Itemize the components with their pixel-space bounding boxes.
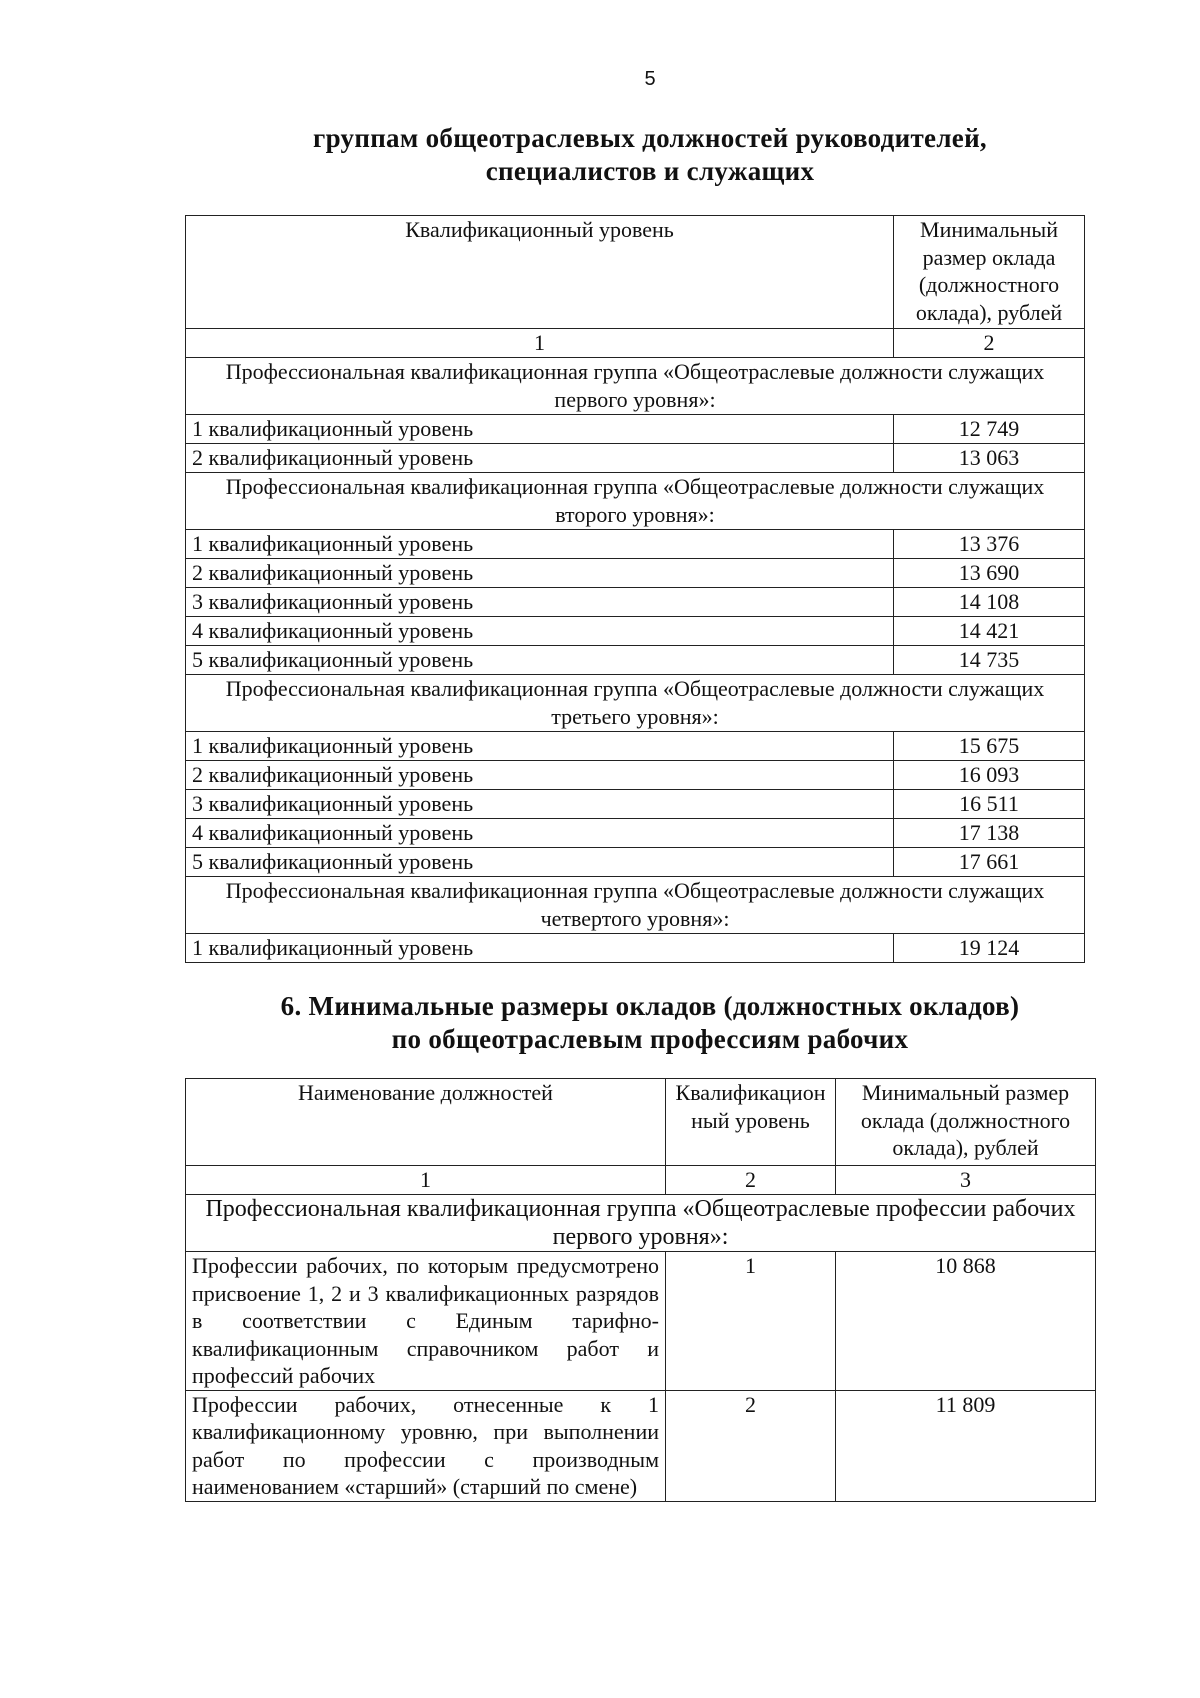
table-row xyxy=(186,588,1085,617)
salary-table-workers xyxy=(185,1078,1096,1502)
level-cell: 5 квалификационный уровень xyxy=(186,646,894,675)
salary-cell: 13 376 xyxy=(894,530,1085,559)
salary-cell: 12 749 xyxy=(894,415,1085,444)
level-cell: 4 квалификационный уровень xyxy=(186,617,894,646)
group-title: Профессиональная квалификационная группа «Общеотраслевые должности служащих второго уровня»: xyxy=(186,473,1085,530)
table-row xyxy=(186,559,1085,588)
level-cell: 3 квалификационный уровень xyxy=(186,588,894,617)
position-cell: Профессии рабочих, по которым предусмотрено присвоение 1, 2 и 3 квалификационных разрядов в соответствии с Единым тарифно-квалификационным справочником работ и профессий рабочих xyxy=(186,1252,666,1391)
group-row xyxy=(186,358,1085,415)
salary-cell: 16 093 xyxy=(894,761,1085,790)
salary-table-employees xyxy=(185,215,1085,963)
salary-cell: 13 690 xyxy=(894,559,1085,588)
level-cell: 1 квалификационный уровень xyxy=(186,732,894,761)
level-cell: 1 квалификационный уровень xyxy=(186,530,894,559)
column-number: 2 xyxy=(894,329,1085,358)
position-cell: Профессии рабочих, отнесенные к 1 квалификационному уровню, при выполнении работ по профессии с производным наименованием «старший» (старший по смене) xyxy=(186,1390,666,1501)
column-header-salary: Минимальный размер оклада (должностного оклада), рублей xyxy=(894,216,1085,329)
group-title: Профессиональная квалификационная группа «Общеотраслевые должности служащих первого уровня»: xyxy=(186,358,1085,415)
table-row xyxy=(186,617,1085,646)
level-cell: 1 квалификационный уровень xyxy=(186,415,894,444)
level-cell: 5 квалификационный уровень xyxy=(186,848,894,877)
section-heading-6 xyxy=(0,990,1200,1056)
table-row xyxy=(186,444,1085,473)
column-numbering-row xyxy=(186,1166,1096,1195)
heading-line: специалистов и служащих xyxy=(485,156,815,186)
column-header-salary: Минимальный размер оклада (должностного оклада), рублей xyxy=(836,1079,1096,1166)
level-cell: 3 квалификационный уровень xyxy=(186,790,894,819)
section-heading-continued xyxy=(0,122,1200,188)
salary-cell: 19 124 xyxy=(894,934,1085,963)
column-number: 2 xyxy=(666,1166,836,1195)
table-row xyxy=(186,646,1085,675)
column-numbering-row xyxy=(186,329,1085,358)
level-cell: 2 xyxy=(666,1390,836,1501)
salary-cell: 14 735 xyxy=(894,646,1085,675)
table-row xyxy=(186,819,1085,848)
salary-cell: 15 675 xyxy=(894,732,1085,761)
salary-cell: 13 063 xyxy=(894,444,1085,473)
group-row xyxy=(186,877,1085,934)
group-title: Профессиональная квалификационная группа «Общеотраслевые должности служащих четвертого уровня»: xyxy=(186,877,1085,934)
group-row xyxy=(186,473,1085,530)
level-cell: 4 квалификационный уровень xyxy=(186,819,894,848)
table-row xyxy=(186,1252,1096,1391)
level-cell: 2 квалификационный уровень xyxy=(186,559,894,588)
group-row xyxy=(186,675,1085,732)
table-row xyxy=(186,934,1085,963)
column-header-level: Квалификационный уровень xyxy=(666,1079,836,1166)
column-number: 3 xyxy=(836,1166,1096,1195)
table-row xyxy=(186,761,1085,790)
salary-cell: 10 868 xyxy=(836,1252,1096,1391)
salary-cell: 14 421 xyxy=(894,617,1085,646)
column-header-position: Наименование должностей xyxy=(186,1079,666,1166)
heading-line: группам общеотраслевых должностей руководителей, xyxy=(313,123,987,153)
column-number: 1 xyxy=(186,329,894,358)
group-row xyxy=(186,1195,1096,1252)
table-header-row xyxy=(186,216,1085,329)
table-row xyxy=(186,530,1085,559)
salary-cell: 17 138 xyxy=(894,819,1085,848)
group-title: Профессиональная квалификационная группа «Общеотраслевые профессии рабочих первого уровня»: xyxy=(186,1195,1096,1252)
group-title: Профессиональная квалификационная группа «Общеотраслевые должности служащих третьего уровня»: xyxy=(186,675,1085,732)
salary-cell: 17 661 xyxy=(894,848,1085,877)
level-cell: 2 квалификационный уровень xyxy=(186,761,894,790)
level-cell: 1 xyxy=(666,1252,836,1391)
salary-cell: 11 809 xyxy=(836,1390,1096,1501)
table-row xyxy=(186,848,1085,877)
level-cell: 2 квалификационный уровень xyxy=(186,444,894,473)
column-number: 1 xyxy=(186,1166,666,1195)
heading-line: 6. Минимальные размеры окладов (должностных окладов) xyxy=(280,991,1020,1021)
page-number: 5 xyxy=(644,68,656,90)
table-row xyxy=(186,415,1085,444)
table-header-row xyxy=(186,1079,1096,1166)
heading-line: по общеотраслевым профессиям рабочих xyxy=(391,1024,909,1054)
table-row xyxy=(186,1390,1096,1501)
salary-cell: 14 108 xyxy=(894,588,1085,617)
level-cell: 1 квалификационный уровень xyxy=(186,934,894,963)
table-row xyxy=(186,790,1085,819)
table-row xyxy=(186,732,1085,761)
column-header-level: Квалификационный уровень xyxy=(186,216,894,329)
salary-cell: 16 511 xyxy=(894,790,1085,819)
